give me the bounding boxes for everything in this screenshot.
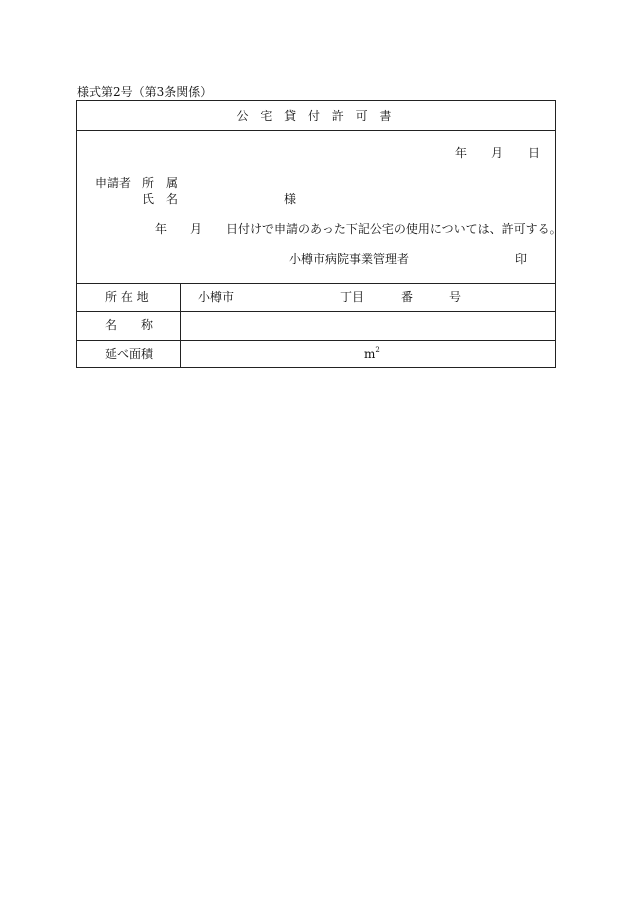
document-title: 公 宅 貸 付 許 可 書 [236, 109, 396, 123]
floor-area-label: 延べ面積 [105, 347, 154, 361]
table-top-divider [76, 283, 556, 284]
issue-year-label: 年 [455, 146, 468, 160]
table-column-divider [180, 283, 181, 368]
permission-statement: 日付けで申請のあった下記公宅の使用については、許可する。 [226, 222, 562, 236]
location-label: 所 在 地 [105, 290, 149, 304]
seal-mark: 印 [515, 252, 528, 266]
issuer-title: 小樽市病院事業管理者 [289, 252, 410, 266]
area-unit-exponent: 2 [375, 346, 380, 354]
go-label: 号 [449, 290, 462, 304]
row-divider-1 [76, 311, 556, 312]
honorific-sama: 様 [284, 192, 297, 206]
area-unit-base: m [364, 347, 376, 361]
applicant-label: 申請者 [95, 176, 132, 190]
application-month-label: 月 [190, 222, 203, 236]
ban-label: 番 [401, 290, 414, 304]
form-number-label: 様式第2号（第3条関係） [77, 85, 213, 99]
affiliation-label: 所 属 [142, 176, 179, 190]
application-year-label: 年 [155, 222, 168, 236]
name-label: 氏 名 [142, 192, 179, 206]
property-name-label: 名 称 [105, 318, 154, 332]
issue-day-label: 日 [528, 146, 541, 160]
location-city: 小樽市 [198, 290, 235, 304]
area-unit [364, 347, 380, 361]
issue-month-label: 月 [491, 146, 504, 160]
row-divider-2 [76, 340, 556, 341]
chome-label: 丁目 [340, 290, 365, 304]
title-divider [76, 130, 556, 131]
